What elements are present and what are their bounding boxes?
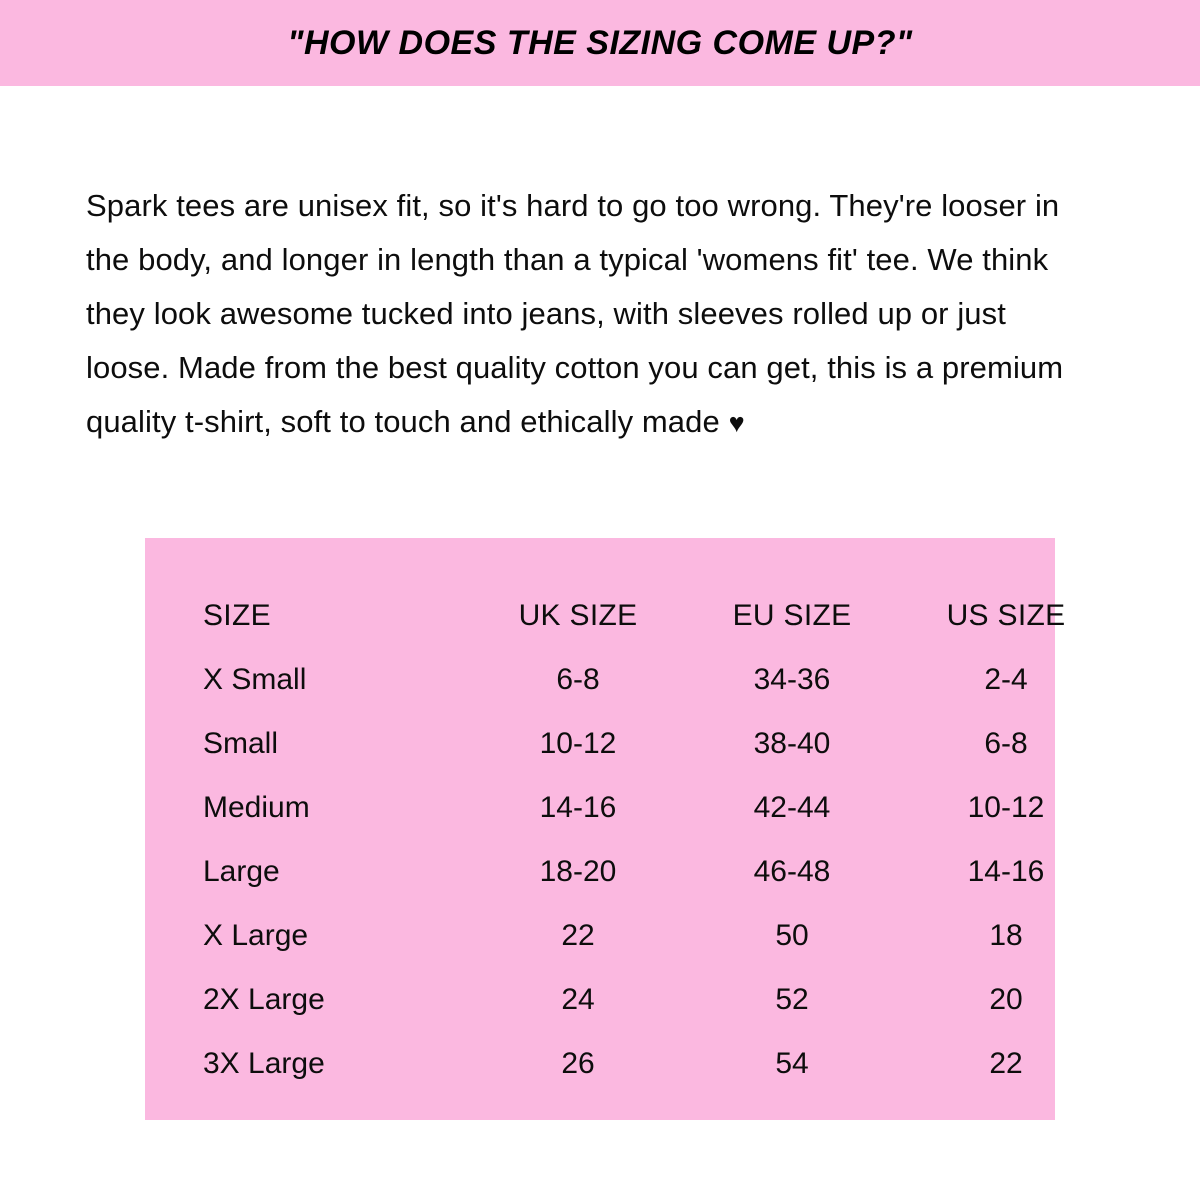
cell-size: Large	[203, 855, 280, 888]
cell-us: 22	[989, 1047, 1023, 1080]
cell-uk: 14-16	[539, 791, 617, 824]
column-header-size: SIZE	[203, 599, 271, 632]
cell-uk: 6-8	[556, 663, 600, 696]
cell-size: X Small	[203, 663, 307, 696]
table-row	[145, 1032, 1113, 1096]
column-header-eu-size: EU SIZE	[732, 599, 852, 632]
table-row	[145, 840, 1113, 904]
size-chart-card	[145, 538, 1066, 1120]
table-row	[145, 904, 1113, 968]
header-banner	[0, 0, 1200, 86]
cell-us: 20	[989, 983, 1023, 1016]
cell-uk: 18-20	[539, 855, 617, 888]
cell-us: 18	[989, 919, 1023, 952]
heart-icon: ♥	[728, 408, 745, 438]
cell-uk: 26	[561, 1047, 595, 1080]
cell-eu: 54	[775, 1047, 809, 1080]
cell-size: Small	[203, 727, 279, 760]
cell-us: 6-8	[984, 727, 1028, 760]
size-chart-body	[145, 648, 1113, 1096]
cell-eu: 52	[775, 983, 809, 1016]
table-row	[145, 968, 1113, 1032]
table-row	[145, 648, 1113, 712]
cell-us: 2-4	[984, 663, 1028, 696]
cell-eu: 38-40	[753, 727, 831, 760]
page-title: "HOW DOES THE SIZING COME UP?"	[287, 23, 913, 62]
cell-size: Medium	[203, 791, 310, 824]
cell-uk: 22	[561, 919, 595, 952]
intro-section	[0, 86, 1200, 449]
table-row	[145, 776, 1113, 840]
intro-paragraph-text: Spark tees are unisex fit, so it's hard to go too wrong. They're looser in the body, and longer in length than a typical 'womens fit' tee. We think they look awesome tucked into jeans, with sleeves rolled up or just loose. Made from the best quality cotton you can get, this is a premium quality t-shirt, soft to touch and ethically made	[86, 188, 1064, 439]
table-row	[145, 712, 1113, 776]
cell-eu: 42-44	[753, 791, 831, 824]
size-chart-header	[145, 584, 1113, 648]
column-header-uk-size: UK SIZE	[518, 599, 638, 632]
size-chart-table	[145, 584, 1113, 1096]
column-header-us-size: US SIZE	[946, 599, 1066, 632]
cell-us: 14-16	[967, 855, 1045, 888]
cell-eu: 46-48	[753, 855, 831, 888]
cell-size: 3X Large	[203, 1047, 325, 1080]
cell-size: X Large	[203, 919, 309, 952]
cell-us: 10-12	[967, 791, 1045, 824]
cell-size: 2X Large	[203, 983, 325, 1016]
cell-uk: 24	[561, 983, 595, 1016]
table-header-row	[145, 584, 1113, 648]
cell-uk: 10-12	[539, 727, 617, 760]
cell-eu: 34-36	[753, 663, 831, 696]
cell-eu: 50	[775, 919, 809, 952]
intro-paragraph	[86, 179, 1096, 449]
